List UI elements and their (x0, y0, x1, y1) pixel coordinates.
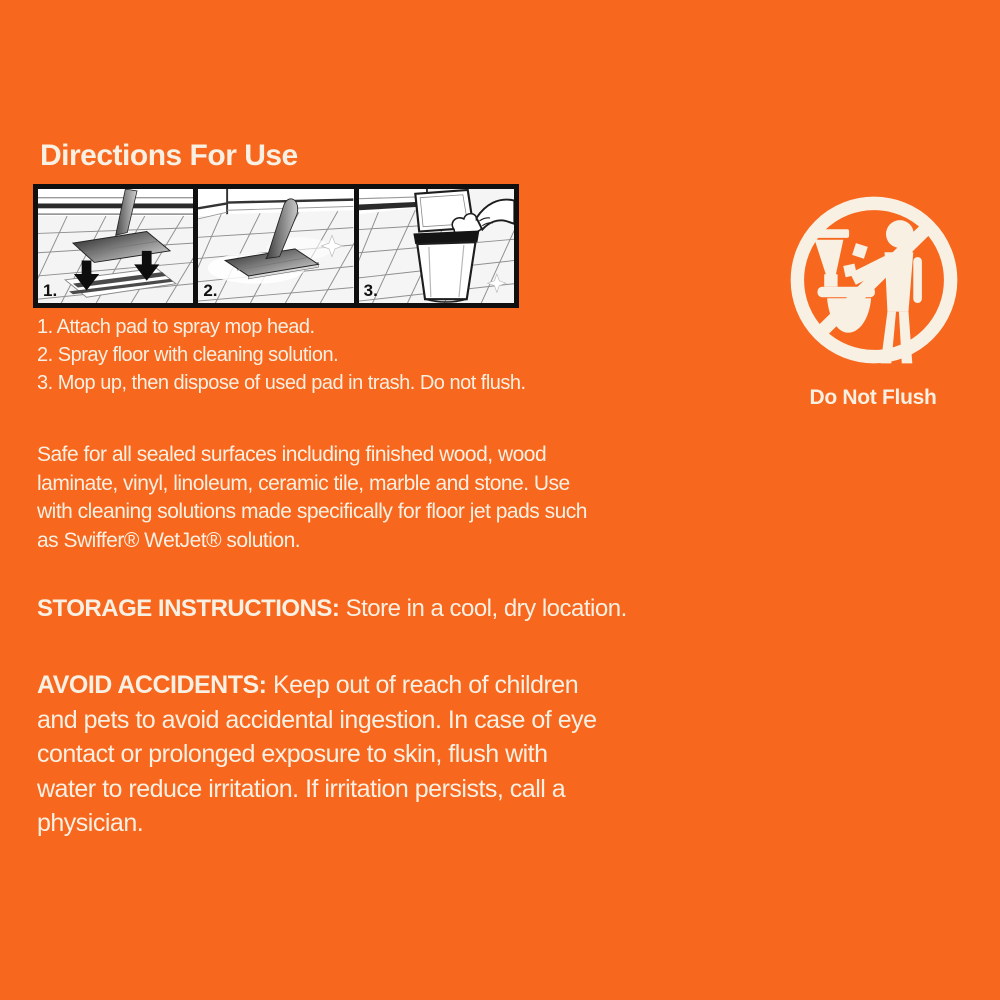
avoid-line-2: and pets to avoid accidental ingestion. In case of eye (37, 705, 597, 734)
attach-pad-illustration (38, 189, 193, 303)
avoid-line-5: physician. (37, 809, 144, 837)
avoid-accidents (37, 668, 597, 841)
page-title: Directions For Use (40, 139, 298, 172)
surfaces-line-4: as Swiffer® WetJet® solution. (37, 528, 301, 552)
directions-panel-strip (33, 184, 519, 308)
surfaces-line-1: Safe for all sealed surfaces including finished wood, wood (37, 443, 547, 466)
spray-floor-illustration (198, 189, 353, 303)
step-3-panel (359, 189, 514, 303)
step-number: 3. (363, 281, 378, 300)
direction-step-1: 1. Attach pad to spray mop head. (37, 316, 315, 338)
avoid-label: AVOID ACCIDENTS: (37, 671, 267, 699)
directions-list (37, 313, 526, 397)
do-not-flush-icon (783, 189, 965, 371)
toilet-tank (815, 240, 844, 275)
storage-text: Store in a cool, dry location. (345, 595, 627, 622)
direction-step-2: 2. Spray floor with cleaning solution. (37, 344, 339, 366)
storage-label: STORAGE INSTRUCTIONS: (37, 595, 340, 622)
storage-instructions (37, 595, 627, 623)
direction-step-3: 3. Mop up, then dispose of used pad in trash. Do not flush. (37, 372, 526, 394)
avoid-line-4: water to reduce irritation. If irritation persists, call a (37, 774, 566, 803)
falling-wipe (852, 243, 868, 259)
trash-can (417, 242, 475, 299)
surfaces-paragraph (37, 441, 587, 555)
surfaces-line-2: laminate, vinyl, linoleum, ceramic tile, marble and stone. Use (37, 471, 570, 495)
dispose-pad-illustration (359, 189, 514, 303)
step-1-panel (38, 189, 193, 303)
step-number: 2. (203, 281, 218, 300)
person-right-arm (913, 257, 922, 303)
step-2-panel (198, 189, 353, 303)
avoid-first-line-rest: Keep out of reach of children (272, 671, 579, 699)
surfaces-line-3: with cleaning solutions made specifically for floor jet pads such (37, 500, 587, 523)
do-not-flush-caption: Do Not Flush (809, 386, 937, 409)
avoid-line-1 (37, 668, 597, 703)
avoid-line-3: contact or prolonged exposure to skin, flush with (37, 740, 548, 768)
step-number: 1. (43, 281, 58, 300)
